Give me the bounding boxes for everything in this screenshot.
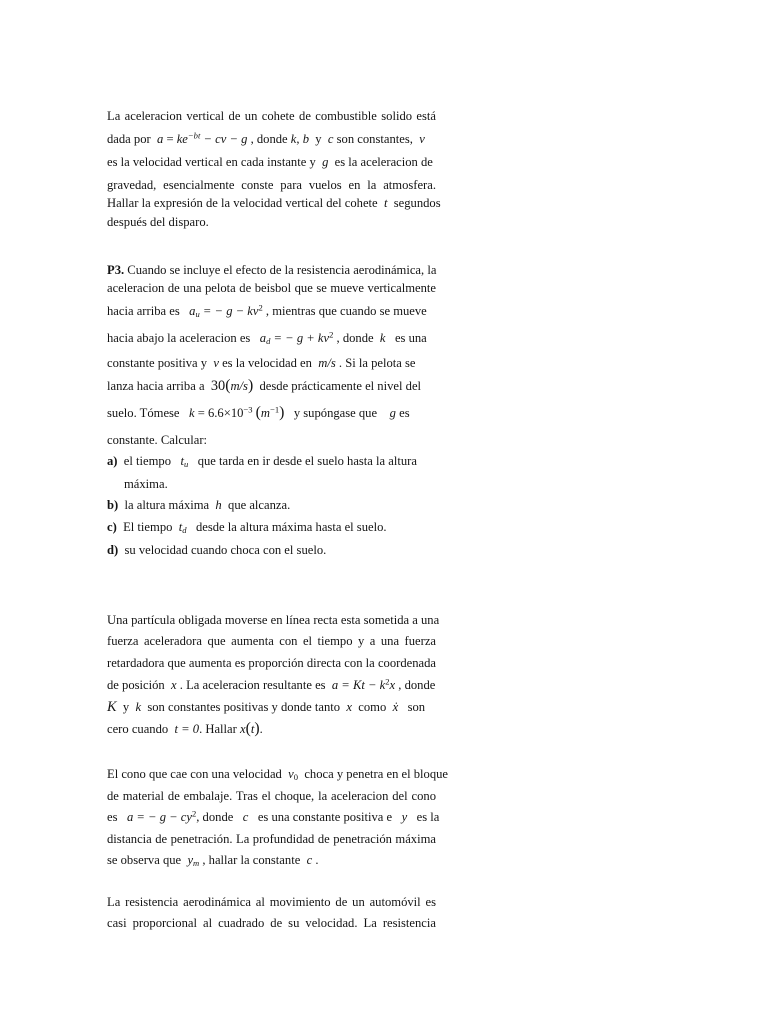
text-line: La resistencia aerodinámica al movimiento de un automóvil es bbox=[107, 895, 436, 909]
list-item-a: a) el tiempo $t_u$ que tarda en ir desde el suelo hasta la altura bbox=[107, 454, 417, 470]
text-line: distancia de penetración. La profundidad de penetración máxima bbox=[107, 832, 436, 846]
text-line: Hallar la expresión de la velocidad vertical del cohete t segundos bbox=[107, 196, 441, 210]
text-line: La aceleracion vertical de un cohete de combustible solido está bbox=[107, 109, 436, 123]
text-line: fuerza aceleradora que aumenta con el tiempo y a una fuerza bbox=[107, 634, 436, 648]
equation: $a = ke^{-bt}$ − cv − g bbox=[157, 130, 248, 146]
text-line: gravedad, esencialmente conste para vuelos en la atmosfera. bbox=[107, 178, 436, 192]
text-line: es a = − $g - cy^2$, donde c es una constante positiva e y es la bbox=[107, 808, 440, 824]
text-line: hacia abajo la aceleracion es $a_d$ = − $g + kv^2$ , donde k es una bbox=[107, 329, 427, 347]
text-line: después del disparo. bbox=[107, 215, 209, 229]
text-line: aceleracion de una pelota de beisbol que se mueve verticalmente bbox=[107, 281, 436, 295]
text-line: hacia arriba es $a_u$ = − $g - kv^2$ , mientras que cuando se mueve bbox=[107, 302, 427, 320]
text-line: Una partícula obligada moverse en línea recta esta sometida a una bbox=[107, 613, 440, 627]
list-item-a-cont: máxima. bbox=[124, 477, 168, 491]
text-line: constante positiva y v es la velocidad en m/s . Si la pelota se bbox=[107, 356, 416, 370]
list-item-d: d) su velocidad cuando choca con el suelo. bbox=[107, 543, 327, 557]
text-line: suelo. Tómese $k = 6.6\times 10^{-3}$ $(m^{-1})$ y supóngase que g es bbox=[107, 404, 410, 421]
text-line: casi proporcional al cuadrado de su velocidad. La resistencia bbox=[107, 916, 436, 930]
text-line: cero cuando t = 0. Hallar x(t). bbox=[107, 720, 263, 737]
equation: $a_d$ = − $g + kv^2$ bbox=[259, 329, 334, 347]
text-line: dada por $a = ke^{-bt}$ − cv − g , donde k, b y c son constantes, v bbox=[107, 130, 425, 146]
text-line: se observa que $y_m$ , hallar la constante c . bbox=[107, 853, 319, 869]
text-line: P3. Cuando se incluye el efecto de la resistencia aerodinámica, la bbox=[107, 263, 437, 277]
text-line: de posición x . La aceleracion resultante es $a = Kt - k^2x$ , donde bbox=[107, 676, 436, 692]
text-line: lanza hacia arriba a 30(m/s) desde prácticamente el nivel del bbox=[107, 377, 422, 394]
text-line: El cono que cae con una velocidad $v_0$ choca y penetra en el bloque bbox=[107, 767, 449, 783]
text-line: retardadora que aumenta es proporción directa con la coordenada bbox=[107, 656, 436, 670]
text-line: es la velocidad vertical en cada instante y g es la aceleracion de bbox=[107, 155, 433, 169]
problem-label: P3. bbox=[107, 263, 125, 277]
equation: $a_u$ = − $g - kv^2$ bbox=[189, 302, 263, 320]
text-line: K y k son constantes positivas y donde tanto x como ẋ son bbox=[107, 699, 426, 715]
list-item-c: c) El tiempo $t_d$ desde la altura máxima hasta el suelo. bbox=[107, 520, 387, 536]
text-line: de material de embalaje. Tras el choque, la aceleracion del cono bbox=[107, 789, 436, 803]
list-item-b: b) la altura máxima h que alcanza. bbox=[107, 498, 291, 512]
text-line: constante. Calcular: bbox=[107, 433, 208, 447]
